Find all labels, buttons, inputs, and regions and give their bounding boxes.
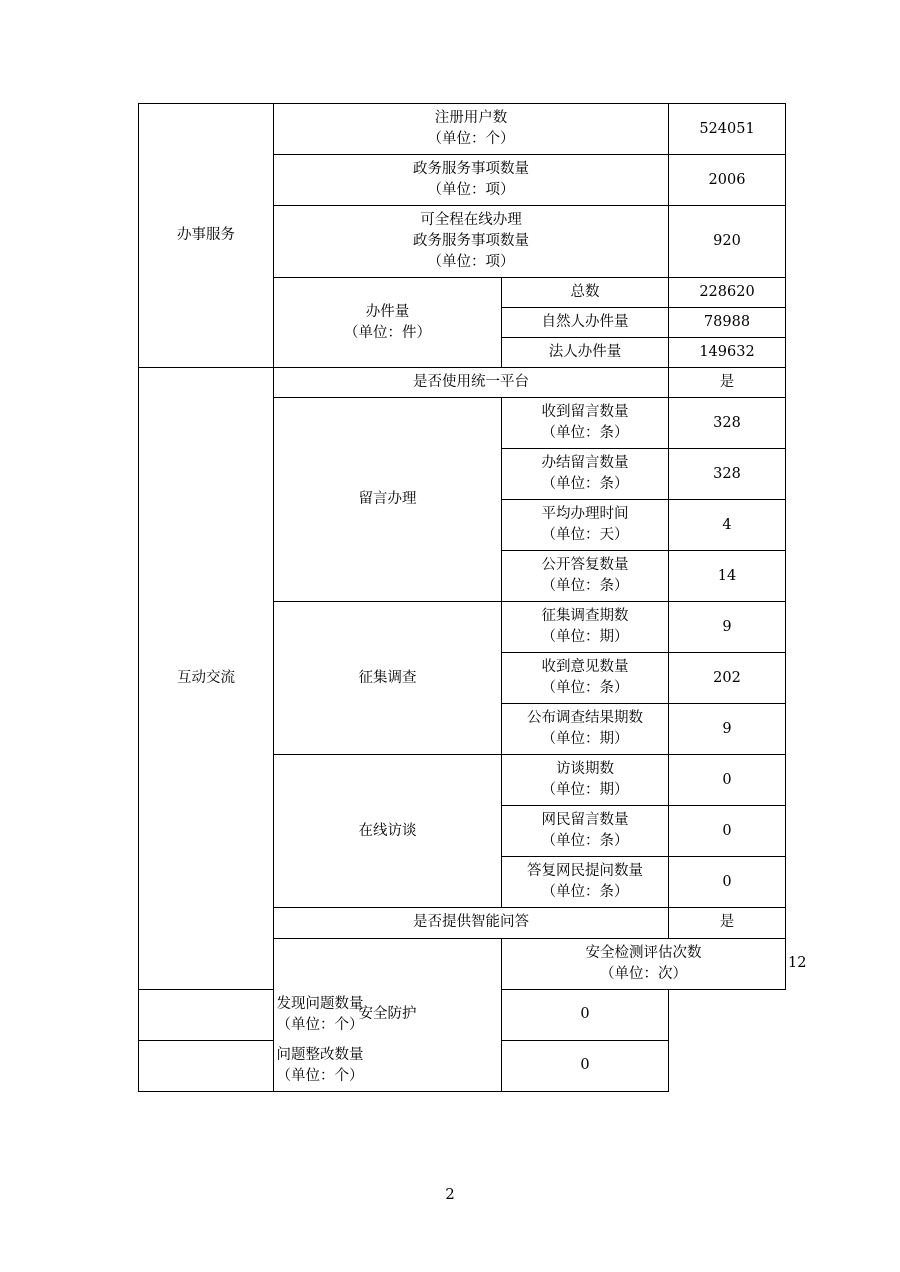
- submetric-label: [502, 755, 669, 806]
- metric-value: 920: [669, 206, 786, 278]
- metric-label: [139, 1040, 502, 1091]
- submetric-label-line2: （单位：期）: [541, 629, 629, 646]
- table-row: [139, 104, 786, 155]
- metric-label: [274, 206, 669, 278]
- submetric-label-line2: （单位：条）: [541, 425, 629, 442]
- submetric-label: [502, 806, 669, 857]
- submetric-label-line1: 收到意见数量: [541, 659, 629, 676]
- submetric-label-line2: （单位：条）: [541, 680, 629, 697]
- submetric-label-line1: 收到留言数量: [541, 404, 629, 421]
- table-row: [139, 368, 786, 398]
- submetric-label-line2: （单位：条）: [541, 884, 629, 901]
- submetric-label: 总数: [502, 278, 669, 308]
- submetric-label-line1: 平均办理时间: [541, 506, 629, 523]
- metric-label-group: 留言办理: [274, 398, 502, 602]
- submetric-label-line2: （单位：期）: [541, 731, 629, 748]
- submetric-label-line1: 访谈期数: [556, 761, 614, 778]
- metric-label-group: 征集调查: [274, 602, 502, 755]
- metric-label-line1: 政务服务事项数量: [413, 161, 529, 178]
- metric-label-line2: （单位：次）: [600, 965, 687, 982]
- submetric-label-line1: 公布调查结果期数: [527, 710, 643, 727]
- metric-label: [274, 155, 669, 206]
- metric-label-line1: 注册用户数: [434, 110, 508, 126]
- metric-label-line1: 可全程在线办理: [420, 212, 522, 229]
- table-row: 安全防护 安全检测评估次数 （单位：次） 12: [139, 938, 786, 989]
- metric-label-line2: （单位：件）: [344, 324, 431, 341]
- metric-value: 是: [669, 368, 786, 398]
- submetric-label-line1: 公开答复数量: [541, 557, 629, 574]
- metric-label-line2: （单位：项）: [427, 182, 515, 199]
- submetric-label-line2: （单位：条）: [541, 476, 629, 493]
- submetric-value: 4: [669, 500, 786, 551]
- submetric-label-line1: 网民留言数量: [541, 812, 629, 829]
- table-row: [139, 989, 786, 1040]
- submetric-value: 14: [669, 551, 786, 602]
- statistics-table: [138, 103, 807, 1092]
- metric-label-line3: （单位：项）: [427, 254, 515, 271]
- metric-label: 是否使用统一平台: [274, 368, 669, 398]
- submetric-value: 202: [669, 653, 786, 704]
- submetric-value: 78988: [669, 308, 786, 338]
- submetric-label-line1: 办结留言数量: [541, 455, 629, 472]
- submetric-label: [502, 449, 669, 500]
- page-number: 2: [445, 1185, 455, 1203]
- submetric-label: [502, 704, 669, 755]
- submetric-value: 9: [669, 704, 786, 755]
- submetric-label: [502, 500, 669, 551]
- submetric-label: [502, 551, 669, 602]
- submetric-value: 328: [669, 398, 786, 449]
- metric-label-group: [274, 278, 502, 368]
- metric-label-line1: 办件量: [365, 303, 410, 320]
- metric-label-line2: （单位：个）: [276, 1067, 364, 1084]
- metric-label: [139, 989, 502, 1040]
- metric-value: 是: [669, 908, 786, 938]
- category-cell-anquanfanghu: 安全防护: [274, 938, 502, 1091]
- submetric-label: 自然人办件量: [502, 308, 669, 338]
- metric-label-line1: 安全检测评估次数: [585, 944, 702, 961]
- submetric-label-line1: 征集调查期数: [541, 608, 629, 625]
- submetric-value: 328: [669, 449, 786, 500]
- metric-label-line1: 问题整改数量: [276, 1046, 364, 1063]
- submetric-label-line2: （单位：条）: [541, 578, 629, 595]
- metric-value: 0: [502, 989, 669, 1040]
- submetric-label-line2: （单位：天）: [541, 527, 629, 544]
- submetric-value: 228620: [669, 278, 786, 308]
- submetric-label-line2: （单位：条）: [541, 833, 629, 850]
- category-cell-hudongjiaoliu: 互动交流: [139, 368, 274, 989]
- submetric-label: [502, 602, 669, 653]
- metric-label: [274, 104, 669, 155]
- submetric-label-line2: （单位：期）: [541, 782, 629, 799]
- metric-value: 0: [502, 1040, 669, 1091]
- metric-label-line2: （单位：个）: [276, 1016, 364, 1033]
- submetric-label: [502, 857, 669, 908]
- submetric-label-line1: 答复网民提问数量: [527, 863, 643, 880]
- metric-value: 2006: [669, 155, 786, 206]
- category-cell-banshifuwu: 办事服务: [139, 104, 274, 368]
- submetric-label: [502, 398, 669, 449]
- submetric-value: 149632: [669, 338, 786, 368]
- submetric-label: 法人办件量: [502, 338, 669, 368]
- submetric-value: 0: [669, 806, 786, 857]
- submetric-label: [502, 653, 669, 704]
- statistics-table-container: [138, 103, 807, 1092]
- metric-label-line2: （单位：个）: [427, 131, 515, 148]
- submetric-value: 0: [669, 857, 786, 908]
- metric-label-line1: 发现问题数量: [276, 995, 364, 1012]
- submetric-value: 0: [669, 755, 786, 806]
- metric-value: 524051: [669, 104, 786, 155]
- metric-label: [502, 938, 786, 989]
- metric-label: 是否提供智能问答: [274, 908, 669, 938]
- metric-label-group: 在线访谈: [274, 755, 502, 908]
- table-row: [139, 1040, 786, 1091]
- metric-label-line2: 政务服务事项数量: [413, 233, 529, 250]
- submetric-value: 9: [669, 602, 786, 653]
